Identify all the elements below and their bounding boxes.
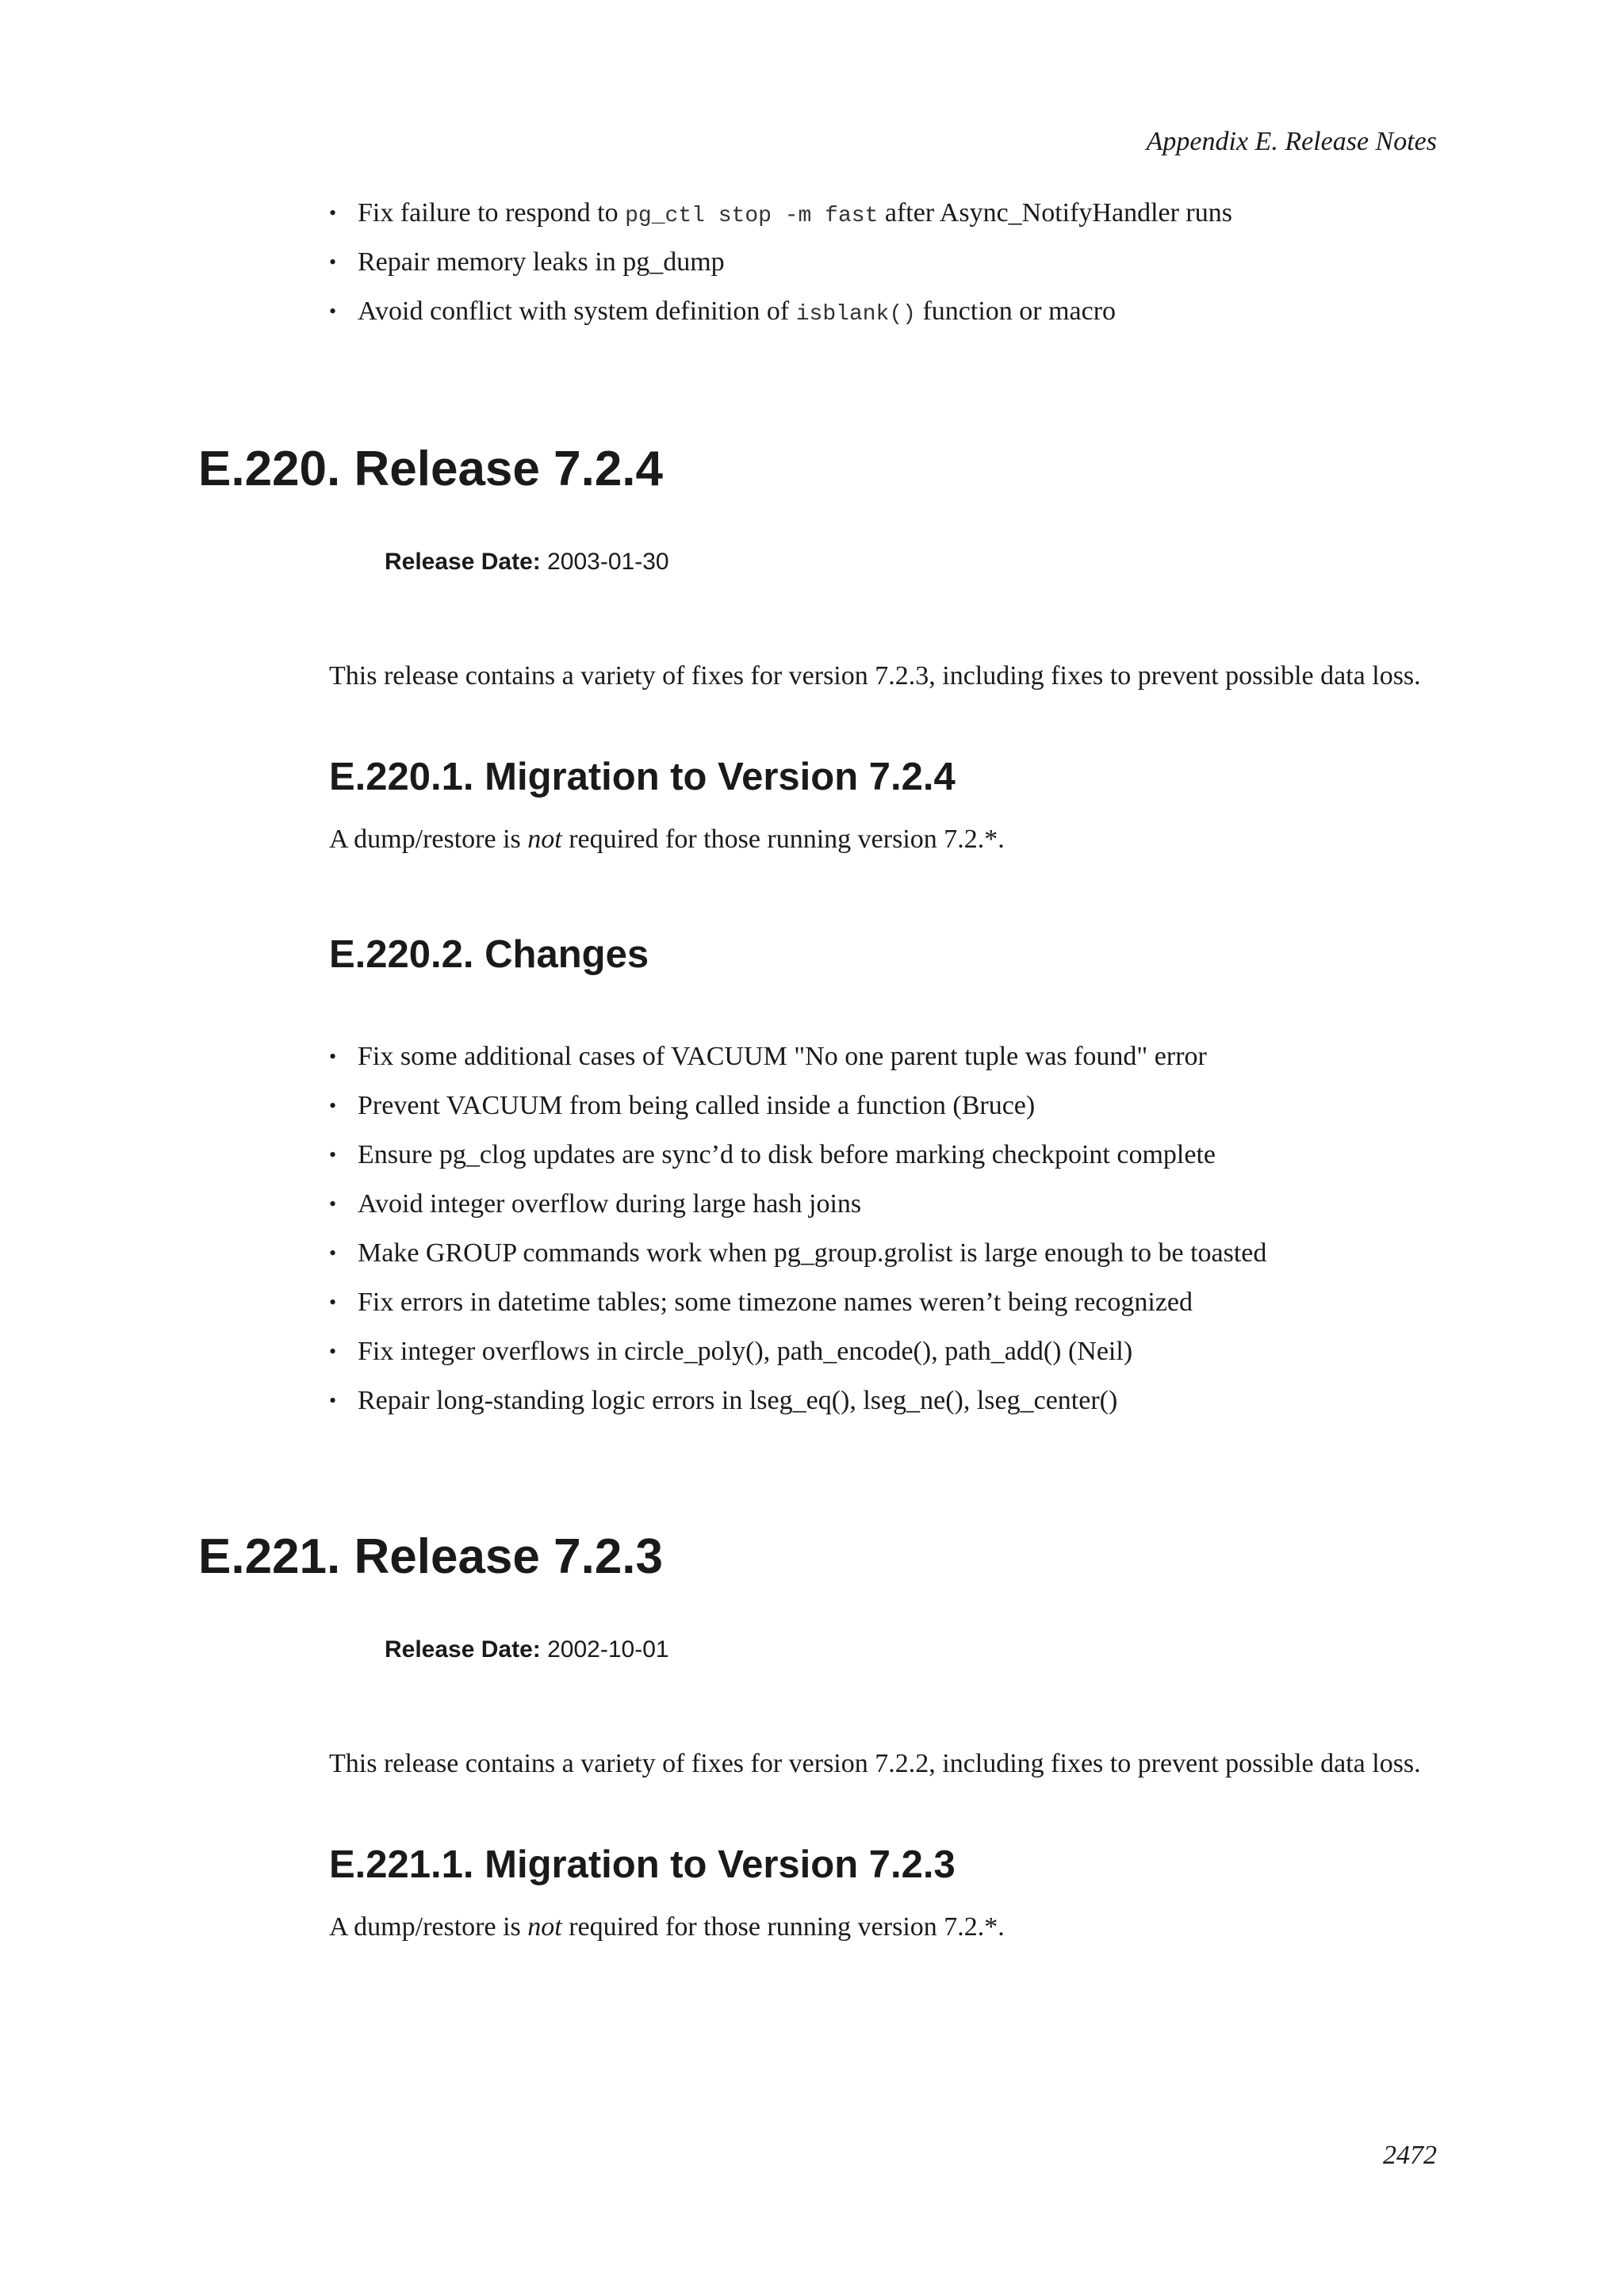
- bullet-icon: •: [329, 300, 337, 323]
- list-item: • Fix some additional cases of VACUUM "No one parent tuple was found" error: [329, 1032, 1266, 1081]
- list-item: • Ensure pg_clog updates are sync’d to disk before marking checkpoint complete: [329, 1131, 1266, 1180]
- section-heading-release-724: E.220. Release 7.2.4: [198, 442, 664, 496]
- bullet-icon: •: [329, 1143, 337, 1166]
- migration-text-724: A dump/restore is not required for those running version 7.2.*.: [329, 825, 1005, 854]
- release-date-724: [385, 549, 669, 576]
- running-header: Appendix E. Release Notes: [1146, 127, 1437, 156]
- subsection-heading-migration-723: E.221.1. Migration to Version 7.2.3: [329, 1843, 956, 1886]
- release-summary-723: This release contains a variety of fixes for version 7.2.2, including fixes to prevent possible data loss.: [329, 1749, 1421, 1778]
- bullet-icon: •: [329, 1340, 337, 1363]
- list-item: • Fix failure to respond to pg_ctl stop -m fast after Async_NotifyHandler runs: [329, 189, 1232, 238]
- bullet-icon: •: [329, 1291, 337, 1314]
- subsection-heading-migration-724: E.220.1. Migration to Version 7.2.4: [329, 756, 956, 798]
- release-date-value: 2002-10-01: [540, 1636, 669, 1663]
- migration-text-723: A dump/restore is not required for those running version 7.2.*.: [329, 1912, 1005, 1942]
- release-date-label: Release Date:: [385, 549, 541, 575]
- list-item: • Make GROUP commands work when pg_group.grolist is large enough to be toasted: [329, 1229, 1266, 1278]
- bullet-icon: •: [329, 1192, 337, 1215]
- list-item: • Repair memory leaks in pg_dump: [329, 238, 1232, 287]
- list-item: • Avoid integer overflow during large hash joins: [329, 1180, 1266, 1229]
- release-date-723: [385, 1636, 669, 1663]
- inline-code: isblank(): [795, 302, 916, 327]
- bullet-icon: •: [329, 1094, 337, 1117]
- inline-code: pg_ctl stop -m fast: [625, 204, 879, 228]
- changes-list-724: [329, 1032, 1266, 1425]
- list-item: • Prevent VACUUM from being called inside a function (Bruce): [329, 1081, 1266, 1131]
- bullet-icon: •: [329, 1242, 337, 1265]
- list-item: • Fix errors in datetime tables; some timezone names weren’t being recognized: [329, 1278, 1266, 1327]
- release-date-label: Release Date:: [385, 1636, 541, 1663]
- bullet-icon: •: [329, 251, 337, 274]
- bullet-icon: •: [329, 1045, 337, 1068]
- bullet-icon: •: [329, 201, 337, 224]
- list-item: • Fix integer overflows in circle_poly(), path_encode(), path_add() (Neil): [329, 1327, 1266, 1376]
- page-number: 2472: [1383, 2141, 1437, 2170]
- intro-bullet-list: [329, 189, 1232, 336]
- release-summary-724: This release contains a variety of fixes for version 7.2.3, including fixes to prevent possible data loss.: [329, 661, 1421, 691]
- section-heading-release-723: E.221. Release 7.2.3: [198, 1529, 664, 1584]
- subsection-heading-changes-724: E.220.2. Changes: [329, 933, 649, 976]
- list-item: • Repair long-standing logic errors in lseg_eq(), lseg_ne(), lseg_center(): [329, 1376, 1266, 1425]
- release-date-value: 2003-01-30: [540, 549, 669, 575]
- list-item: • Avoid conflict with system definition of isblank() function or macro: [329, 287, 1232, 336]
- bullet-icon: •: [329, 1389, 337, 1412]
